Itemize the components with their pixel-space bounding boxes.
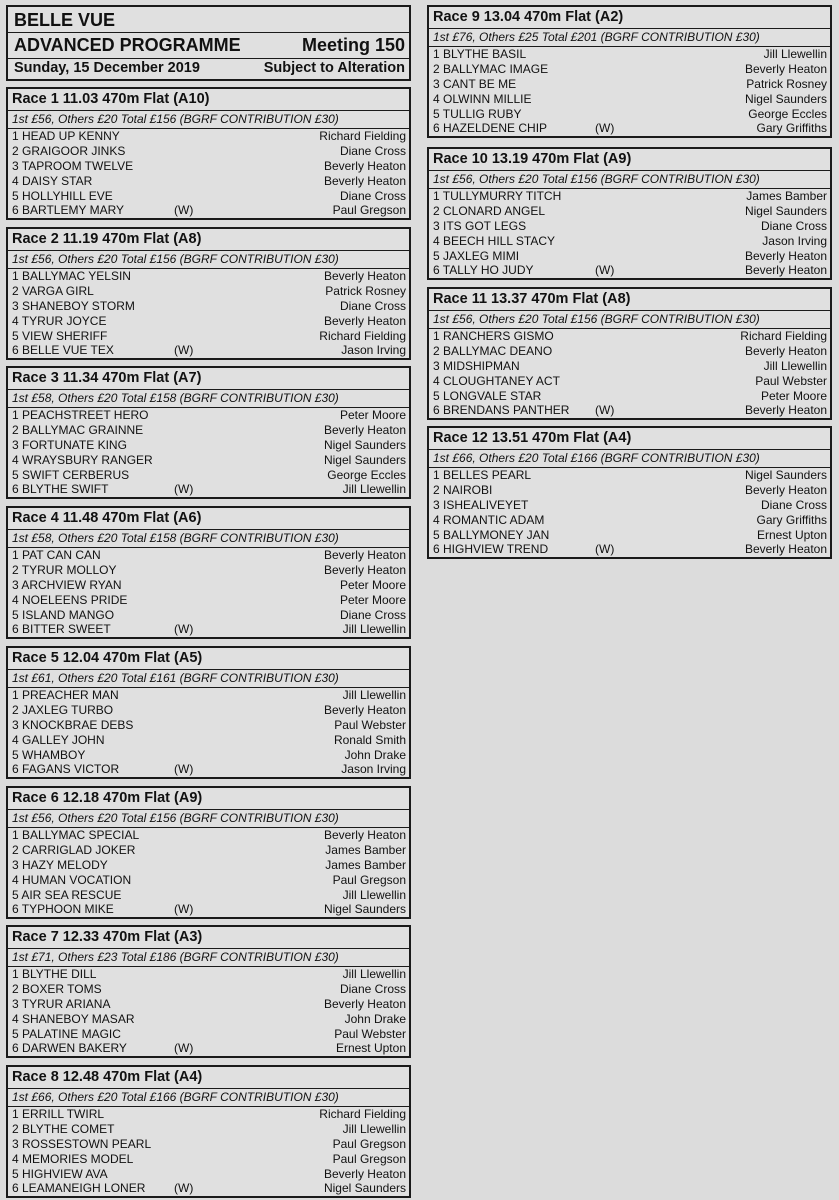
runner-row [8,703,409,718]
trainer-name: Beverly Heaton [323,422,406,437]
trainer-name: Nigel Saunders [744,203,827,218]
greyhound-name: 5 HIGHVIEW AVA [12,1166,108,1181]
runner-row [8,843,409,858]
trainer-name: Patrick Rosney [746,76,827,91]
trainer-name: Beverly Heaton [744,482,827,497]
programme-title: ADVANCED PROGRAMME [14,35,241,55]
runner-row [429,47,830,62]
runner-row [8,688,409,703]
trainer-name: Ernest Upton [335,1041,406,1056]
runner-row [8,203,409,218]
race-card [6,227,411,360]
runner-row [8,967,409,982]
date-line [14,60,405,76]
greyhound-name: 1 PEACHSTREET HERO [12,408,149,422]
race-card [427,5,832,138]
runner-row [429,249,830,264]
runner-row [429,513,830,528]
race-title: Race 4 11.48 470m Flat (A6) [8,508,409,530]
trainer-name: Beverly Heaton [323,173,406,188]
greyhound-name: 6 BRENDANS PANTHER [433,403,570,418]
wide-runner-mark: (W) [595,121,615,136]
race-title: Race 10 13.19 470m Flat (A9) [429,149,830,171]
wide-runner-mark: (W) [174,902,194,917]
trainer-name: Beverly Heaton [323,996,406,1011]
greyhound-name: 5 JAXLEG MIMI [433,248,520,263]
trainer-name: Diane Cross [339,143,406,158]
greyhound-name: 4 TYRUR JOYCE [12,313,107,328]
runner-row [429,483,830,498]
race-card [6,1065,411,1198]
trainer-name: Diane Cross [760,218,827,233]
trainer-name: Nigel Saunders [744,91,827,106]
runner-row [429,403,830,418]
greyhound-name: 5 SWIFT CERBERUS [12,467,130,482]
race-title: Race 1 11.03 470m Flat (A10) [8,89,409,111]
runner-row [429,189,830,204]
race-title: Race 12 13.51 470m Flat (A4) [429,428,830,450]
alteration-notice: Subject to Alteration [263,60,405,76]
runner-row [429,234,830,249]
trainer-name: Ernest Upton [756,527,827,542]
header-divider [8,32,409,33]
trainer-name: Jill Llewellin [763,47,827,61]
race-title: Race 11 13.37 470m Flat (A8) [429,289,830,311]
trainer-name: Jill Llewellin [342,482,406,497]
race-prize-money: 1st £58, Others £20 Total £158 (BGRF CONTRIBUTION £30) [8,530,409,548]
trainer-name: James Bamber [746,189,827,203]
trainer-name: Paul Gregson [332,872,406,887]
greyhound-name: 4 ROMANTIC ADAM [433,512,545,527]
trainer-name: Nigel Saunders [323,902,406,917]
wide-runner-mark: (W) [595,263,615,278]
trainer-name: Beverly Heaton [744,263,827,278]
trainer-name: Diane Cross [339,607,406,622]
trainer-name: Diane Cross [339,298,406,313]
race-prize-money: 1st £56, Others £20 Total £156 (BGRF CONTRIBUTION £30) [429,311,830,329]
runner-row [8,608,409,623]
trainer-name: Peter Moore [339,577,406,592]
wide-runner-mark: (W) [595,542,615,557]
trainer-name: Richard Fielding [319,328,406,343]
greyhound-name: 4 CLOUGHTANEY ACT [433,373,560,388]
greyhound-name: 2 GRAIGOOR JINKS [12,143,126,158]
race-card [6,786,411,919]
runner-row [8,1167,409,1182]
runner-row [429,263,830,278]
runner-row [8,902,409,917]
greyhound-name: 3 ROSSESTOWN PEARL [12,1136,152,1151]
runner-row [8,284,409,299]
runner-row [8,762,409,777]
trainer-name: Beverly Heaton [323,828,406,842]
runner-row [8,129,409,144]
race-prize-money: 1st £56, Others £20 Total £156 (BGRF CONTRIBUTION £30) [8,111,409,129]
greyhound-name: 1 PAT CAN CAN [12,548,101,562]
runner-row [8,718,409,733]
runner-row [8,858,409,873]
race-card [6,366,411,499]
trainer-name: Jill Llewellin [342,688,406,702]
trainer-name: Beverly Heaton [323,158,406,173]
trainer-name: Jason Irving [762,233,827,248]
greyhound-name: 4 WRAYSBURY RANGER [12,452,153,467]
trainer-name: Gary Griffiths [756,512,827,527]
runner-row [8,593,409,608]
runner-row [8,144,409,159]
greyhound-name: 5 TULLIG RUBY [433,106,522,121]
race-title: Race 5 12.04 470m Flat (A5) [8,648,409,670]
runner-row [8,482,409,497]
greyhound-name: 5 ISLAND MANGO [12,607,115,622]
greyhound-name: 3 CANT BE ME [433,76,517,91]
greyhound-name: 3 KNOCKBRAE DEBS [12,717,134,732]
wide-runner-mark: (W) [174,1181,194,1196]
runner-row [429,92,830,107]
race-card [427,426,832,559]
trainer-name: Jill Llewellin [342,887,406,902]
race-card [6,87,411,220]
greyhound-name: 2 BALLYMAC DEANO [433,343,553,358]
runner-row [8,1152,409,1167]
meeting-date: Sunday, 15 December 2019 [14,60,200,76]
greyhound-name: 2 BALLYMAC GRAINNE [12,422,144,437]
race-card [6,925,411,1058]
runner-row [8,1027,409,1042]
runner-row [8,1122,409,1137]
greyhound-name: 3 ARCHVIEW RYAN [12,577,122,592]
wide-runner-mark: (W) [174,1041,194,1056]
trainer-name: Beverly Heaton [323,548,406,562]
runner-row [429,121,830,136]
runner-row [429,498,830,513]
trainer-name: Beverly Heaton [744,343,827,358]
trainer-name: Gary Griffiths [756,121,827,136]
runner-row [8,453,409,468]
runner-row [8,189,409,204]
wide-runner-mark: (W) [174,203,194,218]
trainer-name: Beverly Heaton [323,313,406,328]
greyhound-name: 2 CARRIGLAD JOKER [12,842,136,857]
runner-row [8,828,409,843]
header-divider [8,58,409,59]
greyhound-name: 6 BELLE VUE TEX [12,343,114,358]
greyhound-name: 6 BLYTHE SWIFT [12,482,109,497]
race-title: Race 2 11.19 470m Flat (A8) [8,229,409,251]
trainer-name: Peter Moore [339,408,406,422]
trainer-name: Peter Moore [760,388,827,403]
wide-runner-mark: (W) [174,762,194,777]
race-title: Race 6 12.18 470m Flat (A9) [8,788,409,810]
trainer-name: Richard Fielding [319,129,406,143]
runner-row [8,1181,409,1196]
greyhound-name: 6 TALLY HO JUDY [433,263,534,278]
trainer-name: Jill Llewellin [342,622,406,637]
trainer-name: Paul Gregson [332,1136,406,1151]
greyhound-name: 3 SHANEBOY STORM [12,298,135,313]
greyhound-name: 6 HAZELDENE CHIP [433,121,548,136]
greyhound-name: 3 TYRUR ARIANA [12,996,111,1011]
race-title: Race 7 12.33 470m Flat (A3) [8,927,409,949]
greyhound-name: 3 TAPROOM TWELVE [12,158,134,173]
trainer-name: Paul Gregson [332,1151,406,1166]
trainer-name: Jill Llewellin [342,967,406,981]
trainer-name: Patrick Rosney [325,283,406,298]
trainer-name: Richard Fielding [740,329,827,343]
runner-row [8,423,409,438]
trainer-name: Nigel Saunders [323,452,406,467]
trainer-name: Ronald Smith [333,732,406,747]
greyhound-name: 2 NAIROBI [433,482,493,497]
greyhound-name: 1 BALLYMAC SPECIAL [12,828,140,842]
race-title: Race 8 12.48 470m Flat (A4) [8,1067,409,1089]
runner-row [429,359,830,374]
trainer-name: Beverly Heaton [323,269,406,283]
greyhound-name: 3 MIDSHIPMAN [433,358,520,373]
greyhound-name: 2 BALLYMAC IMAGE [433,61,549,76]
greyhound-name: 4 OLWINN MILLIE [433,91,532,106]
trainer-name: Jill Llewellin [763,358,827,373]
race-prize-money: 1st £66, Others £20 Total £166 (BGRF CONTRIBUTION £30) [429,450,830,468]
runner-row [8,1012,409,1027]
meeting-number: Meeting 150 [301,35,405,55]
runner-row [429,389,830,404]
trainer-name: Nigel Saunders [744,468,827,482]
greyhound-name: 4 NOELEENS PRIDE [12,592,128,607]
greyhound-name: 5 HOLLYHILL EVE [12,188,113,203]
trainer-name: George Eccles [327,467,406,482]
race-prize-money: 1st £66, Others £20 Total £166 (BGRF CONTRIBUTION £30) [8,1089,409,1107]
runner-row [8,468,409,483]
runner-row [8,159,409,174]
trainer-name: Paul Webster [755,373,827,388]
race-prize-money: 1st £71, Others £23 Total £186 (BGRF CONTRIBUTION £30) [8,949,409,967]
trainer-name: Peter Moore [339,592,406,607]
runner-row [8,329,409,344]
trainer-name: Diane Cross [760,497,827,512]
greyhound-name: 6 BARTLEMY MARY [12,203,125,218]
trainer-name: Beverly Heaton [323,1166,406,1181]
race-card [6,646,411,779]
greyhound-name: 1 RANCHERS GISMO [433,329,554,343]
greyhound-name: 2 TYRUR MOLLOY [12,562,117,577]
runner-row [429,77,830,92]
runner-row [8,1137,409,1152]
trainer-name: Nigel Saunders [323,1181,406,1196]
greyhound-name: 1 BLYTHE BASIL [433,47,527,61]
greyhound-name: 3 HAZY MELODY [12,857,108,872]
wide-runner-mark: (W) [174,343,194,358]
runner-row [8,343,409,358]
race-card [427,287,832,420]
trainer-name: Jason Irving [341,762,406,777]
wide-runner-mark: (W) [174,482,194,497]
trainer-name: Beverly Heaton [744,542,827,557]
greyhound-name: 6 LEAMANEIGH LONER [12,1181,146,1196]
greyhound-name: 4 BEECH HILL STACY [433,233,556,248]
greyhound-name: 1 PREACHER MAN [12,688,119,702]
greyhound-name: 4 SHANEBOY MASAR [12,1011,135,1026]
runner-row [429,219,830,234]
trainer-name: Jill Llewellin [342,1121,406,1136]
greyhound-name: 2 BOXER TOMS [12,981,102,996]
greyhound-name: 1 BALLYMAC YELSIN [12,269,131,283]
trainer-name: Jason Irving [341,343,406,358]
greyhound-name: 1 BLYTHE DILL [12,967,97,981]
race-card [6,506,411,639]
runner-row [429,329,830,344]
programme-header [6,5,411,81]
greyhound-name: 2 CLONARD ANGEL [433,203,546,218]
greyhound-name: 2 BLYTHE COMET [12,1121,115,1136]
race-card [427,147,832,280]
runner-row [8,314,409,329]
greyhound-name: 6 FAGANS VICTOR [12,762,120,777]
runner-row [8,982,409,997]
runner-row [429,374,830,389]
runner-row [429,62,830,77]
trainer-name: Diane Cross [339,981,406,996]
trainer-name: George Eccles [748,106,827,121]
race-prize-money: 1st £58, Others £20 Total £158 (BGRF CONTRIBUTION £30) [8,390,409,408]
race-prize-money: 1st £56, Others £20 Total £156 (BGRF CONTRIBUTION £30) [8,251,409,269]
runner-row [8,269,409,284]
runner-row [8,1041,409,1056]
greyhound-name: 4 HUMAN VOCATION [12,872,132,887]
trainer-name: Diane Cross [339,188,406,203]
greyhound-name: 5 AIR SEA RESCUE [12,887,122,902]
trainer-name: Nigel Saunders [323,437,406,452]
venue-line [14,10,405,31]
trainer-name: Beverly Heaton [323,702,406,717]
trainer-name: Richard Fielding [319,1107,406,1121]
greyhound-name: 4 MEMORIES MODEL [12,1151,134,1166]
trainer-name: Paul Gregson [332,203,406,218]
runner-row [8,578,409,593]
greyhound-name: 5 PALATINE MAGIC [12,1026,121,1041]
greyhound-name: 2 JAXLEG TURBO [12,702,114,717]
runner-row [8,873,409,888]
runner-row [429,528,830,543]
runner-row [8,174,409,189]
greyhound-name: 6 HIGHVIEW TREND [433,542,549,557]
runner-row [429,542,830,557]
runner-row [8,438,409,453]
trainer-name: James Bamber [325,842,406,857]
trainer-name: Paul Webster [334,1026,406,1041]
race-prize-money: 1st £61, Others £20 Total £161 (BGRF CONTRIBUTION £30) [8,670,409,688]
runner-row [8,563,409,578]
race-title: Race 3 11.34 470m Flat (A7) [8,368,409,390]
runner-row [8,997,409,1012]
runner-row [8,408,409,423]
greyhound-name: 5 VIEW SHERIFF [12,328,108,343]
venue-name: BELLE VUE [14,10,116,30]
greyhound-name: 2 VARGA GIRL [12,283,94,298]
greyhound-name: 3 ISHEALIVEYET [433,497,529,512]
greyhound-name: 4 GALLEY JOHN [12,732,105,747]
greyhound-name: 5 BALLYMONEY JAN [433,527,550,542]
runner-row [8,548,409,563]
runner-row [8,748,409,763]
runner-row [8,733,409,748]
trainer-name: Paul Webster [334,717,406,732]
greyhound-name: 1 TULLYMURRY TITCH [433,189,562,203]
greyhound-name: 6 DARWEN BAKERY [12,1041,127,1056]
programme-line [14,35,405,56]
greyhound-name: 1 ERRILL TWIRL [12,1107,105,1121]
race-prize-money: 1st £56, Others £20 Total £156 (BGRF CONTRIBUTION £30) [8,810,409,828]
runner-row [429,468,830,483]
wide-runner-mark: (W) [595,403,615,418]
runner-row [8,299,409,314]
greyhound-name: 1 BELLES PEARL [433,468,532,482]
greyhound-name: 5 WHAMBOY [12,747,86,762]
runner-row [429,107,830,122]
wide-runner-mark: (W) [174,622,194,637]
greyhound-name: 6 TYPHOON MIKE [12,902,114,917]
greyhound-name: 6 BITTER SWEET [12,622,111,637]
trainer-name: Beverly Heaton [744,403,827,418]
race-prize-money: 1st £76, Others £25 Total £201 (BGRF CONTRIBUTION £30) [429,29,830,47]
trainer-name: Beverly Heaton [744,61,827,76]
trainer-name: John Drake [344,747,406,762]
greyhound-name: 4 DAISY STAR [12,173,93,188]
trainer-name: Beverly Heaton [323,562,406,577]
greyhound-name: 1 HEAD UP KENNY [12,129,120,143]
runner-row [8,622,409,637]
trainer-name: John Drake [344,1011,406,1026]
runner-row [8,888,409,903]
greyhound-name: 5 LONGVALE STAR [433,388,542,403]
runner-row [429,344,830,359]
greyhound-name: 3 ITS GOT LEGS [433,218,527,233]
trainer-name: James Bamber [325,857,406,872]
race-title: Race 9 13.04 470m Flat (A2) [429,7,830,29]
greyhound-name: 3 FORTUNATE KING [12,437,127,452]
trainer-name: Beverly Heaton [744,248,827,263]
runner-row [429,204,830,219]
runner-row [8,1107,409,1122]
race-prize-money: 1st £56, Others £20 Total £156 (BGRF CONTRIBUTION £30) [429,171,830,189]
